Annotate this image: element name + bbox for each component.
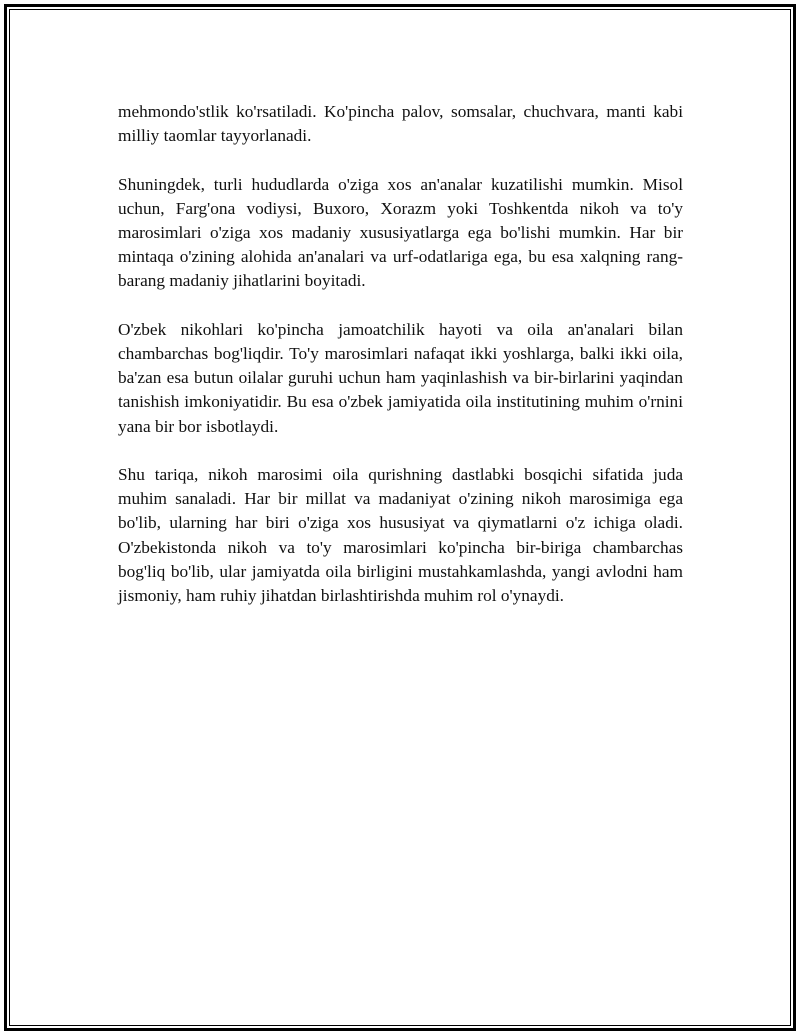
paragraph-3: O'zbek nikohlari ko'pincha jamoatchilik hayoti va oila an'analari bilan chambarchas bog'liqdir. To'y marosimlari nafaqat ikki yoshlarga, balki ikki oila, ba'zan esa butun oilalar guruhi uchun ham yaqinlashish va bir-birlarini yaqindan tanishish imkoniyatidir. Bu esa o'zbek jamiyatida oila institutining muhim o'rnini yana bir bor isbotlaydi. (118, 319, 683, 436)
paragraph-4: Shu tariqa, nikoh marosimi oila qurishning dastlabki bosqichi sifatida juda muhim sanaladi. Har bir millat va madaniyat o'zining nikoh marosimiga ega bo'lib, ularning har biri o'ziga xos hususiyat va qiymatlarni o'z ichiga oladi. O'zbekistonda nikoh va to'y marosimlari ko'pincha bir-biriga chambarchas bog'liq bo'lib, ular jamiyatda oila birligini mustahkamlashda, yangi avlodni ham jismoniy, ham ruhiy jihatdan birlashtirishda muhim rol o'ynaydi. (118, 465, 683, 606)
page-frame (4, 4, 796, 1031)
paragraph-2: Shuningdek, turli hududlarda o'ziga xos an'analar kuzatilishi mumkin. Misol uchun, Farg'ona vodiysi, Buxoro, Xorazm yoki Toshkentda nikoh va to'y marosimlari o'ziga xos madaniy xususiyatlarga ega bo'lishi mumkin. Har bir mintaqa o'zining alohida an'analari va urf-odatlariga ega, bu esa xalqning rang-barang madaniy jihatlarini boyitadi. (118, 174, 683, 291)
paragraph-1: mehmondo'stlik ko'rsatiladi. Ko'pincha palov, somsalar, chuchvara, manti kabi milliy taomlar tayyorlanadi. (118, 102, 683, 146)
document-body (118, 100, 683, 632)
